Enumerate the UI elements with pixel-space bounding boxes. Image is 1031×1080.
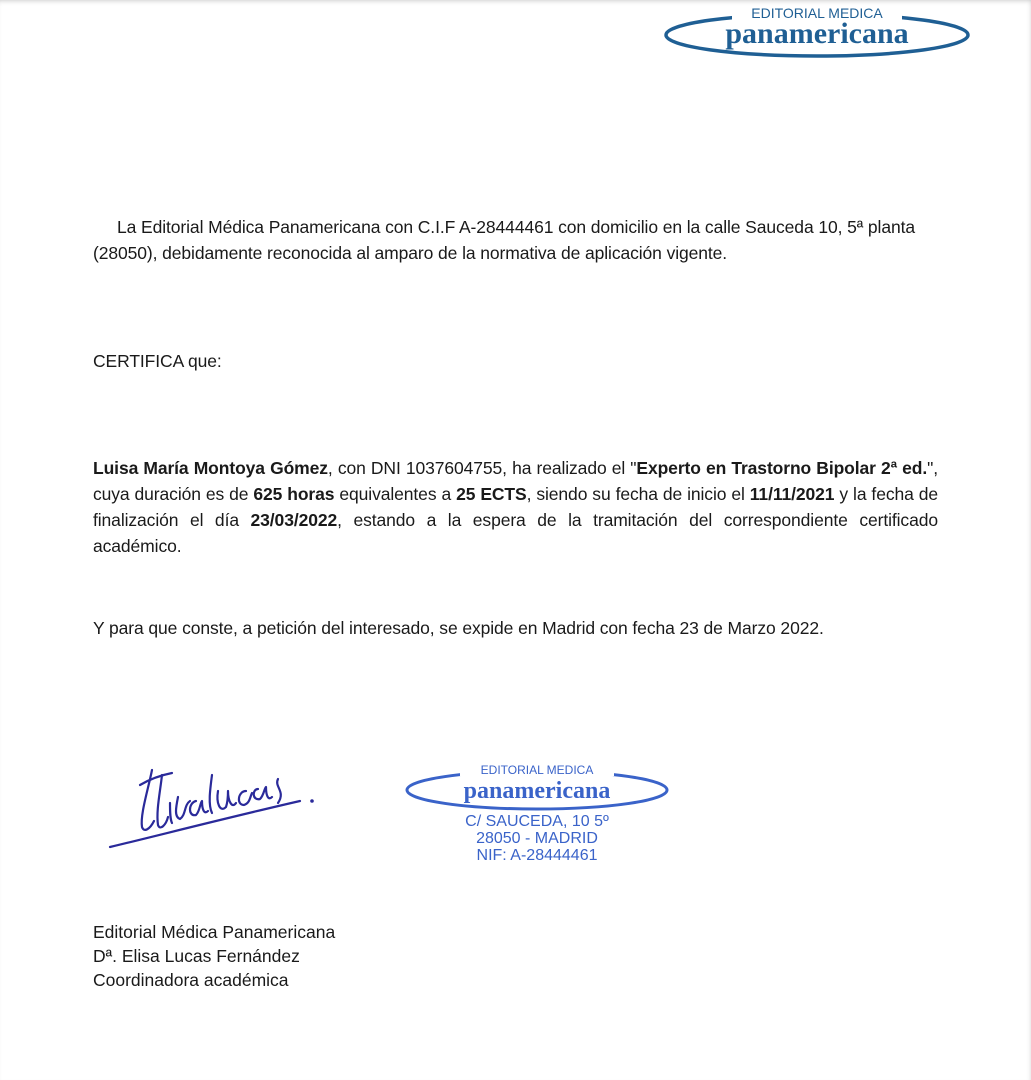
intro-paragraph [93,214,938,266]
logo-main-text: panamericana [725,17,909,50]
intro-text: La Editorial Médica Panamericana con C.I.F A-28444461 con domicilio en la calle Sauceda 10, 5ª planta (28050), debidamente reconocida al amparo de la normativa de aplicación vigente. [93,217,915,263]
stamp-address: C/ SAUCEDA, 10 5º [465,813,609,830]
body-text: y la fecha de finalización el día [93,484,938,530]
course-ects: 25 ECTS [456,484,527,504]
certificate-body [93,455,938,559]
editorial-logo [662,2,972,60]
certifica-label: CERTIFICA que: [93,351,222,371]
stamp-nif: NIF: A-28444461 [476,847,598,864]
closing-paragraph: Y para que conste, a petición del interesado, se expide en Madrid con fecha 23 de Marzo 2022. [93,618,824,638]
end-date: 23/03/2022 [250,510,338,530]
body-text: equivalentes a [334,484,457,504]
course-name: Experto en Trastorno Bipolar 2ª ed. [636,458,928,478]
signatory-company: Editorial Médica Panamericana [93,922,336,942]
body-text: , con DNI 1037604755, ha realizado el " [327,458,637,478]
signatory-title: Coordinadora académica [93,970,289,990]
start-date: 11/11/2021 [749,484,835,504]
signatory-name: Dª. Elisa Lucas Fernández [93,946,300,966]
stamp-city: 28050 - MADRID [476,830,598,847]
handwritten-signature [100,745,330,855]
body-text: , estando a la espera de la tramitación del correspondiente certificado académico. [93,510,938,556]
stamp-top-text: EDITORIAL MEDICA [480,763,594,777]
company-stamp [402,758,672,868]
course-hours: 625 horas [253,484,335,504]
student-name: Luisa María Montoya Gómez [93,458,328,478]
signatory-block [93,920,335,992]
logo-top-text: EDITORIAL MEDICA [751,5,883,21]
body-text: ", cuya duración es de [93,458,939,504]
stamp-main-text: panamericana [463,778,611,804]
body-text: , siendo su fecha de inicio el [526,484,750,504]
